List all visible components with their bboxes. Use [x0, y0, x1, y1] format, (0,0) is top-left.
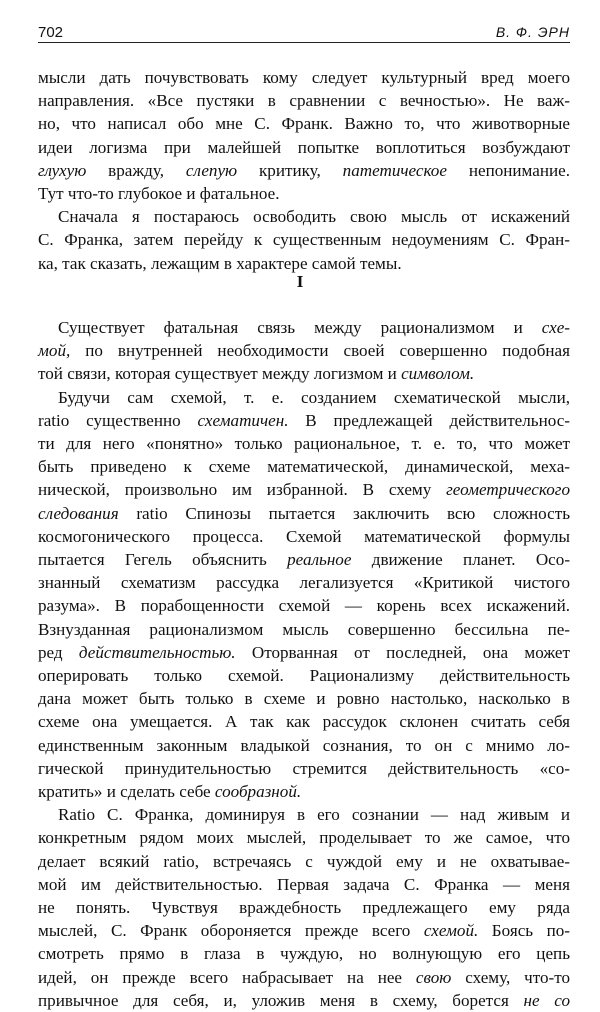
text-run: непонимание.	[446, 160, 571, 180]
text-run: идей, он прежде всего набрасывает на нее	[38, 967, 416, 987]
text-line	[38, 618, 570, 641]
text-run: мысли дать почувствовать кому следует культурный вред моего	[38, 68, 570, 87]
text-line	[38, 757, 570, 780]
text-run: конкретным рядом моих мыслей, проделывает то же самое, что	[38, 828, 570, 848]
text-run: мой им действительностью. Первая задача С. Франка — меня	[38, 874, 570, 894]
text-line	[38, 455, 570, 478]
text-run: ка, так сказать, лежащим в характере самой темы.	[38, 253, 402, 273]
text-line	[38, 339, 570, 362]
italic-text: патетическое	[342, 160, 447, 180]
text-run: ти для него «понятно» только рациональное, т. е. то, что может	[38, 434, 570, 453]
text-run: Оторванная от последней, она может	[235, 642, 570, 662]
text-run: знанный схематизм рассудка легализуется «Критикой чистого	[38, 573, 570, 593]
text-line	[38, 780, 570, 803]
text-line	[38, 734, 570, 757]
text-run: не понять. Чувствуя враждебность предлежащего ему ряда	[38, 898, 570, 917]
text-run: смотреть прямо в глаза в чуждую, но волнующую его цепь	[38, 944, 570, 964]
text-run: единственным законным владыкой сознания, то он с мнимо ло-	[38, 735, 570, 755]
text-run: Ratio С. Франка, доминируя в его сознании — над живым и	[58, 805, 570, 825]
text-run: Сначала я постараюсь освободить свою мысль от искажений	[58, 207, 570, 227]
text-line	[38, 989, 570, 1012]
text-line	[38, 136, 570, 159]
text-line	[38, 594, 570, 617]
text-line	[38, 228, 570, 251]
text-line	[38, 571, 570, 594]
text-line	[38, 687, 570, 710]
text-line	[58, 803, 570, 826]
text-run: критику,	[237, 160, 343, 180]
text-line	[58, 316, 570, 339]
text-line	[38, 548, 570, 571]
text-line	[38, 252, 570, 275]
text-run: оперировать только схемой. Рационализму действительность	[38, 666, 570, 685]
italic-text: реальное	[287, 550, 352, 569]
text-run: дана может быть только в схеме и ровно настолько, насколько в	[38, 689, 570, 709]
text-line	[38, 641, 570, 664]
text-run: делает всякий ratio, встречаясь с чуждой ему и не охватывае-	[38, 851, 570, 871]
text-run: схеме она умещается. А так как рассудок склонен считать себя	[38, 712, 570, 732]
italic-text: свою	[415, 967, 452, 987]
text-line	[38, 112, 570, 135]
text-run: ratio существенно	[38, 410, 198, 430]
text-run: космогонического процесса. Схемой математической формулы	[38, 526, 570, 546]
text-run: схему, что-то	[451, 967, 570, 987]
text-run: быть приведено к схеме математической, динамической, меха-	[38, 457, 570, 477]
text-line	[58, 386, 570, 409]
text-run: привычное для себя, и, уложив меня в схему, борется	[38, 990, 524, 1010]
text-line	[38, 502, 570, 525]
section-heading: I	[296, 272, 304, 291]
text-line	[38, 873, 570, 896]
text-run: Будучи сам схемой, т. е. созданием схематической мысли,	[58, 387, 570, 407]
italic-text: слепую	[185, 160, 238, 180]
italic-text: глухую	[38, 160, 87, 180]
text-line	[38, 182, 570, 205]
text-line	[38, 896, 570, 919]
running-head: В. Ф. ЭРН	[495, 24, 570, 40]
text-line	[38, 966, 570, 989]
text-run: нической, произвольно им избранной. В схему	[38, 480, 447, 500]
text-run: С. Франка, затем перейду к существенным недоумениям С. Фран-	[38, 230, 570, 250]
text-line	[58, 205, 570, 228]
text-line	[38, 942, 570, 965]
italic-text: мой,	[38, 341, 71, 361]
italic-text: следования	[38, 503, 119, 523]
text-line	[38, 159, 570, 182]
text-run: гической принудительностью стремится действительность «со-	[38, 758, 570, 778]
text-run: разума». В порабощенности схемой — корень всех искажений.	[38, 596, 570, 616]
text-run: идеи логизма при малейшей попытке воплотиться возбуждают	[38, 137, 570, 157]
text-line	[38, 478, 570, 501]
text-run: В предлежащей действительнос-	[288, 410, 570, 430]
italic-text: символом.	[401, 364, 475, 384]
text-line	[38, 710, 570, 733]
text-line	[38, 432, 570, 455]
text-line	[38, 525, 570, 548]
text-line	[38, 664, 570, 687]
text-run: направления. «Все пустяки в сравнении с вечностью». Не важ-	[38, 91, 570, 111]
text-line	[38, 66, 570, 89]
italic-text: схематичен.	[197, 410, 289, 430]
text-run: Существует фатальная связь между рационализмом и	[58, 318, 542, 337]
text-run: вражду,	[86, 160, 186, 180]
italic-text: действительностью.	[78, 642, 236, 662]
text-run: по внутренней необходимости своей совершенно подобная	[70, 341, 570, 361]
text-run: ред	[38, 642, 79, 662]
text-line	[38, 409, 570, 432]
text-line	[38, 826, 570, 849]
page-number: 702	[38, 24, 64, 41]
text-run: той связи, которая существует между логизмом и	[38, 364, 402, 384]
italic-text: не со	[523, 990, 570, 1010]
text-run: движение планет. Осо-	[351, 550, 571, 569]
text-line	[38, 850, 570, 873]
text-line	[38, 919, 570, 942]
italic-text: схемой.	[423, 921, 479, 941]
italic-text: схе-	[541, 318, 570, 337]
text-run: но, что написал обо мне С. Франк. Важно то, что животворные	[38, 114, 570, 134]
text-run: Боясь по-	[478, 921, 571, 941]
text-run: Взнузданная рационализмом мысль совершенно бессильна пе-	[38, 619, 570, 639]
text-line	[38, 89, 570, 112]
italic-text: сообразной.	[214, 782, 302, 801]
page-header	[38, 10, 570, 43]
text-run: кратить» и сделать себе	[38, 782, 215, 801]
text-run: Тут что-то глубокое и фатальное.	[38, 184, 280, 203]
text-run: ratio Спинозы пытается заключить всю сложность	[118, 503, 570, 523]
text-run: мыслей, С. Франк обороняется прежде всего	[38, 921, 424, 941]
text-line	[38, 362, 570, 385]
italic-text: геометрического	[446, 480, 570, 500]
text-run: пытается Гегель объяснить	[38, 550, 288, 569]
